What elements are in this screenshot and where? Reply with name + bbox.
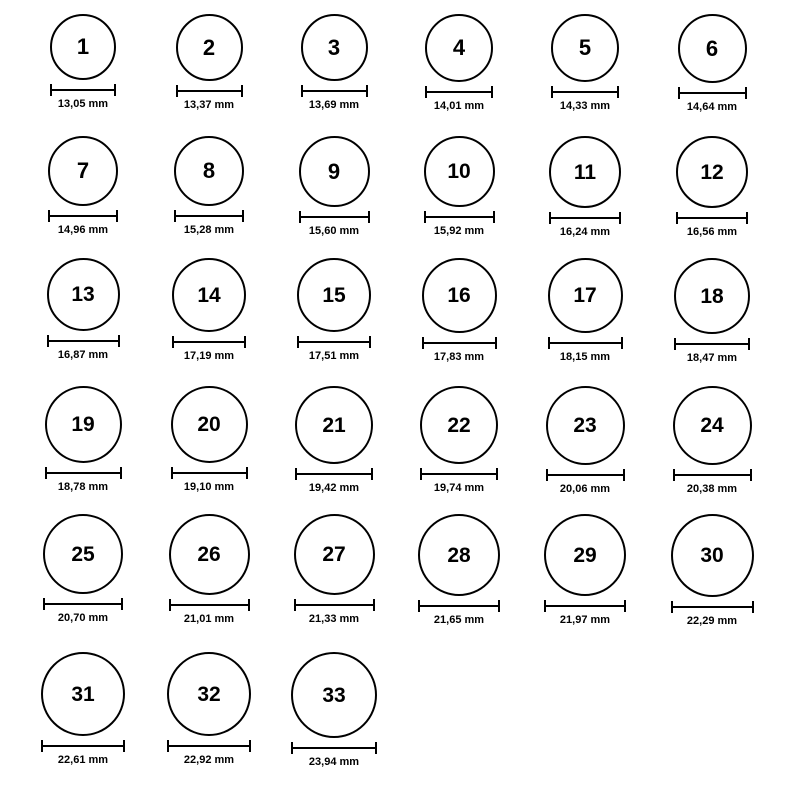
ring-size-number: 6 (705, 35, 719, 61)
diameter-label: 14,01 mm (433, 100, 485, 112)
measure-line (549, 217, 621, 219)
measure-line (420, 473, 498, 475)
diameter-label: 21,01 mm (183, 613, 235, 625)
measure-tick-right (750, 469, 752, 481)
measure-tick-left (169, 599, 171, 611)
measure-tick-left (422, 337, 424, 349)
ring-circle (424, 136, 495, 207)
ring-size-number: 15 (322, 283, 346, 307)
measure-tick-right (242, 210, 244, 222)
measure-line (671, 606, 754, 608)
measure-tick-left (41, 740, 43, 752)
ring-size-cell (656, 14, 768, 113)
measure-line (169, 604, 250, 606)
measure-tick-right (375, 742, 377, 754)
diameter-label: 18,15 mm (559, 351, 611, 363)
ring-size-number: 2 (202, 34, 216, 60)
diameter-measure-bar (548, 337, 623, 349)
measure-tick-right (746, 212, 748, 224)
measure-tick-right (498, 600, 500, 612)
measure-tick-right (623, 469, 625, 481)
ring-circle (48, 136, 118, 206)
measure-tick-left (301, 85, 303, 97)
ring-circle (425, 14, 493, 82)
diameter-label: 21,65 mm (433, 614, 485, 626)
measure-tick-left (420, 468, 422, 480)
ring-size-cell (278, 652, 390, 768)
ring-size-number: 22 (447, 413, 471, 437)
ring-size-cell (278, 514, 390, 625)
measure-tick-right (495, 337, 497, 349)
ring-size-cell (529, 514, 641, 626)
ring-size-number: 9 (327, 158, 341, 184)
measure-tick-right (371, 468, 373, 480)
measure-tick-right (624, 600, 626, 612)
ring-size-cell (403, 136, 515, 237)
measure-line (299, 216, 370, 218)
diameter-measure-bar (43, 598, 123, 610)
measure-line (422, 342, 497, 344)
diameter-measure-bar (176, 85, 243, 97)
measure-tick-left (176, 85, 178, 97)
diameter-label: 18,78 mm (57, 481, 109, 493)
measure-tick-right (621, 337, 623, 349)
measure-line (45, 472, 122, 474)
diameter-measure-bar (551, 86, 619, 98)
ring-circle (549, 136, 621, 208)
ring-size-number: 23 (573, 414, 597, 437)
diameter-measure-bar (678, 87, 747, 99)
ring-size-cell (278, 258, 390, 362)
measure-tick-right (373, 599, 375, 611)
ring-size-cell (403, 258, 515, 363)
ring-size-number: 29 (573, 543, 597, 567)
diameter-label: 16,87 mm (57, 349, 109, 361)
ring-size-number: 30 (700, 544, 724, 567)
measure-tick-right (619, 212, 621, 224)
measure-line (174, 215, 244, 217)
diameter-label: 22,29 mm (686, 615, 738, 627)
ring-size-number: 18 (700, 284, 724, 308)
ring-size-number: 32 (197, 682, 221, 706)
ring-circle (422, 258, 497, 333)
measure-line (418, 605, 500, 607)
ring-size-number: 11 (573, 160, 597, 184)
measure-tick-right (116, 210, 118, 222)
measure-line (50, 89, 116, 91)
diameter-label: 20,70 mm (57, 612, 109, 624)
measure-tick-left (295, 468, 297, 480)
diameter-measure-bar (676, 212, 748, 224)
ring-size-cell (153, 386, 265, 493)
ring-size-number: 33 (322, 683, 346, 707)
measure-tick-right (241, 85, 243, 97)
measure-line (676, 217, 748, 219)
ring-circle (174, 136, 244, 206)
diameter-measure-bar (45, 467, 122, 479)
ring-size-cell (153, 258, 265, 362)
ring-size-number: 1 (76, 34, 90, 59)
ring-circle (295, 386, 373, 464)
diameter-label: 15,92 mm (433, 225, 485, 237)
diameter-measure-bar (169, 599, 250, 611)
measure-line (295, 473, 373, 475)
measure-line (47, 340, 120, 342)
ring-size-number: 21 (322, 413, 346, 437)
measure-tick-right (617, 86, 619, 98)
measure-line (291, 747, 377, 749)
ring-size-cell (278, 14, 390, 111)
measure-tick-left (678, 87, 680, 99)
measure-tick-left (174, 210, 176, 222)
ring-size-number: 25 (71, 542, 95, 566)
diameter-label: 23,94 mm (308, 756, 360, 768)
ring-size-cell (403, 14, 515, 112)
diameter-measure-bar (544, 600, 626, 612)
ring-size-cell (529, 136, 641, 238)
ring-size-cell (27, 136, 139, 236)
diameter-measure-bar (294, 599, 375, 611)
ring-circle (671, 514, 754, 597)
ring-size-cell (403, 514, 515, 626)
diameter-measure-bar (48, 210, 118, 222)
measure-tick-left (48, 210, 50, 222)
measure-tick-right (491, 86, 493, 98)
ring-circle (291, 652, 377, 738)
ring-circle (294, 514, 375, 595)
diameter-label: 19,42 mm (308, 482, 360, 494)
diameter-measure-bar (291, 742, 377, 754)
ring-circle (418, 514, 500, 596)
measure-tick-left (676, 212, 678, 224)
measure-line (673, 474, 752, 476)
ring-size-number: 3 (327, 34, 341, 60)
ring-size-number: 7 (76, 158, 90, 183)
ring-circle (676, 136, 748, 208)
diameter-label: 20,06 mm (559, 483, 611, 495)
diameter-measure-bar (47, 335, 120, 347)
ring-circle (673, 386, 752, 465)
measure-tick-left (425, 86, 427, 98)
measure-line (176, 90, 243, 92)
ring-size-cell (529, 14, 641, 112)
diameter-label: 13,37 mm (183, 99, 235, 111)
measure-line (171, 472, 248, 474)
ring-size-number: 19 (71, 413, 95, 436)
diameter-measure-bar (674, 338, 750, 350)
ring-size-cell (27, 386, 139, 493)
diameter-measure-bar (425, 86, 493, 98)
diameter-measure-bar (172, 336, 246, 348)
measure-line (424, 216, 495, 218)
diameter-measure-bar (301, 85, 368, 97)
diameter-label: 17,19 mm (183, 350, 235, 362)
diameter-label: 13,05 mm (57, 98, 109, 110)
measure-tick-right (368, 211, 370, 223)
ring-circle (43, 514, 123, 594)
ring-circle (41, 652, 125, 736)
measure-tick-right (366, 85, 368, 97)
ring-size-number: 24 (700, 414, 724, 437)
measure-tick-right (123, 740, 125, 752)
ring-size-cell (656, 514, 768, 627)
ring-size-number: 17 (573, 284, 597, 307)
measure-tick-right (118, 335, 120, 347)
diameter-measure-bar (167, 740, 251, 752)
ring-size-cell (403, 386, 515, 494)
measure-line (674, 343, 750, 345)
ring-size-number: 16 (447, 284, 471, 307)
measure-line (167, 745, 251, 747)
ring-circle (172, 258, 246, 332)
diameter-label: 16,24 mm (559, 226, 611, 238)
diameter-measure-bar (549, 212, 621, 224)
ring-circle (297, 258, 371, 332)
ring-size-number: 8 (202, 158, 216, 183)
diameter-label: 14,33 mm (559, 100, 611, 112)
diameter-label: 17,51 mm (308, 350, 360, 362)
measure-tick-left (297, 336, 299, 348)
ring-size-cell (278, 386, 390, 494)
ring-size-cell (27, 514, 139, 624)
measure-tick-left (546, 469, 548, 481)
measure-tick-left (43, 598, 45, 610)
diameter-label: 19,10 mm (183, 481, 235, 493)
diameter-label: 13,69 mm (308, 99, 360, 111)
diameter-label: 15,60 mm (308, 225, 360, 237)
ring-size-cell (27, 652, 139, 766)
ring-size-number: 31 (71, 682, 95, 706)
measure-tick-left (548, 337, 550, 349)
ring-circle (47, 258, 120, 331)
ring-size-cell (656, 386, 768, 495)
measure-tick-right (745, 87, 747, 99)
diameter-label: 17,83 mm (433, 351, 485, 363)
measure-tick-right (246, 467, 248, 479)
measure-line (551, 91, 619, 93)
ring-circle (171, 386, 248, 463)
measure-tick-left (418, 600, 420, 612)
ring-circle (546, 386, 625, 465)
measure-tick-left (299, 211, 301, 223)
measure-tick-right (121, 598, 123, 610)
diameter-measure-bar (546, 469, 625, 481)
measure-line (41, 745, 125, 747)
diameter-measure-bar (50, 84, 116, 96)
measure-tick-left (674, 338, 676, 350)
diameter-label: 20,38 mm (686, 483, 738, 495)
ring-size-cell (153, 136, 265, 236)
measure-tick-left (45, 467, 47, 479)
ring-size-cell (27, 258, 139, 361)
measure-line (548, 342, 623, 344)
measure-tick-left (172, 336, 174, 348)
diameter-measure-bar (41, 740, 125, 752)
measure-line (544, 605, 626, 607)
measure-tick-right (120, 467, 122, 479)
diameter-measure-bar (422, 337, 497, 349)
ring-circle (45, 386, 122, 463)
measure-tick-left (544, 600, 546, 612)
ring-circle (167, 652, 251, 736)
measure-tick-right (496, 468, 498, 480)
ring-size-number: 13 (71, 283, 95, 306)
ring-size-number: 12 (700, 160, 724, 184)
ring-size-cell (153, 652, 265, 766)
diameter-label: 14,96 mm (57, 224, 109, 236)
ring-size-cell (278, 136, 390, 237)
diameter-label: 18,47 mm (686, 352, 738, 364)
ring-size-number: 5 (578, 35, 592, 60)
ring-size-cell (27, 14, 139, 110)
ring-circle (420, 386, 498, 464)
measure-line (546, 474, 625, 476)
measure-tick-right (249, 740, 251, 752)
diameter-measure-bar (424, 211, 495, 223)
measure-tick-right (748, 338, 750, 350)
measure-tick-left (671, 601, 673, 613)
diameter-measure-bar (174, 210, 244, 222)
ring-circle (678, 14, 747, 83)
measure-line (43, 603, 123, 605)
ring-size-number: 26 (197, 543, 221, 566)
ring-size-cell (153, 514, 265, 625)
measure-line (678, 92, 747, 94)
diameter-measure-bar (295, 468, 373, 480)
measure-tick-left (551, 86, 553, 98)
diameter-measure-bar (297, 336, 371, 348)
ring-size-number: 20 (197, 413, 221, 436)
measure-tick-right (369, 336, 371, 348)
ring-size-cell (656, 136, 768, 238)
ring-circle (674, 258, 750, 334)
measure-tick-right (752, 601, 754, 613)
ring-size-number: 14 (197, 283, 221, 307)
ring-size-number: 28 (447, 543, 471, 567)
measure-line (425, 91, 493, 93)
measure-line (297, 341, 371, 343)
ring-circle (169, 514, 250, 595)
diameter-measure-bar (171, 467, 248, 479)
measure-line (301, 90, 368, 92)
ring-circle (301, 14, 368, 81)
measure-tick-right (493, 211, 495, 223)
measure-line (48, 215, 118, 217)
ring-size-cell (153, 14, 265, 111)
measure-tick-right (114, 84, 116, 96)
measure-tick-right (248, 599, 250, 611)
ring-size-number: 10 (447, 160, 471, 183)
ring-circle (299, 136, 370, 207)
ring-circle (176, 14, 243, 81)
diameter-label: 15,28 mm (183, 224, 235, 236)
measure-tick-left (424, 211, 426, 223)
measure-tick-left (50, 84, 52, 96)
measure-tick-left (171, 467, 173, 479)
measure-line (294, 604, 375, 606)
measure-tick-left (673, 469, 675, 481)
diameter-measure-bar (299, 211, 370, 223)
ring-circle (544, 514, 626, 596)
ring-size-number: 4 (452, 35, 466, 60)
ring-size-cell (656, 258, 768, 364)
measure-line (172, 341, 246, 343)
diameter-label: 22,92 mm (183, 754, 235, 766)
diameter-label: 14,64 mm (686, 101, 738, 113)
measure-tick-left (549, 212, 551, 224)
measure-tick-right (244, 336, 246, 348)
ring-circle (551, 14, 619, 82)
measure-tick-left (167, 740, 169, 752)
diameter-measure-bar (671, 601, 754, 613)
diameter-label: 22,61 mm (57, 754, 109, 766)
measure-tick-left (294, 599, 296, 611)
measure-tick-left (291, 742, 293, 754)
diameter-measure-bar (673, 469, 752, 481)
ring-circle (50, 14, 116, 80)
diameter-measure-bar (420, 468, 498, 480)
ring-circle (548, 258, 623, 333)
measure-tick-left (47, 335, 49, 347)
ring-size-cell (529, 258, 641, 363)
diameter-measure-bar (418, 600, 500, 612)
diameter-label: 16,56 mm (686, 226, 738, 238)
diameter-label: 21,97 mm (559, 614, 611, 626)
diameter-label: 19,74 mm (433, 482, 485, 494)
ring-size-cell (529, 386, 641, 495)
ring-size-number: 27 (322, 543, 346, 566)
diameter-label: 21,33 mm (308, 613, 360, 625)
